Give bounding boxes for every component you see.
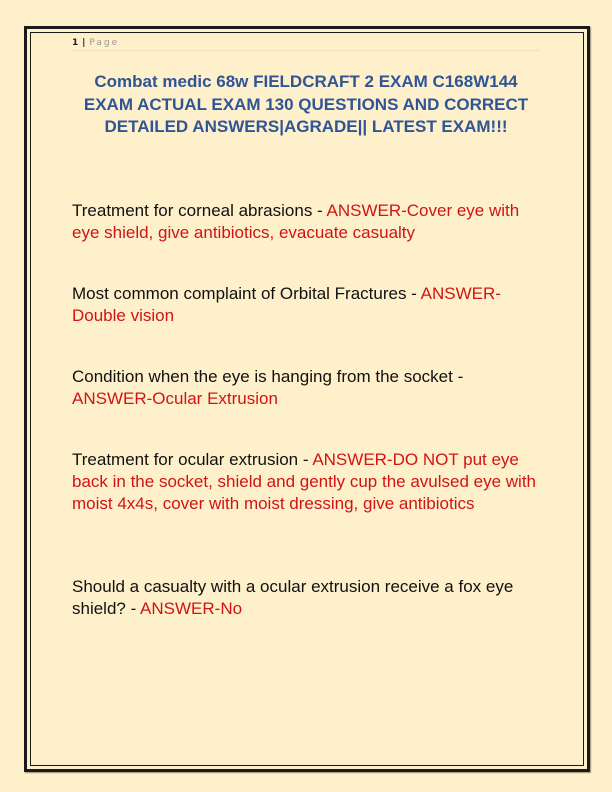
qa-item-1: [72, 200, 544, 244]
answer-text: ANSWER-Cover eye with eye shield, give antibiotics, evacuate casualty: [72, 201, 520, 242]
qa-item-3: [72, 366, 544, 410]
question-text: Most common complaint of Orbital Fractures -: [72, 284, 421, 303]
qa-item-5: [72, 576, 544, 620]
answer-text: ANSWER-DO NOT put eye back in the socket, shield and gently cup the avulsed eye with moist 4x4s, cover with moist dressing, give antibiotics: [72, 450, 537, 513]
page-separator: |: [82, 38, 86, 48]
document-title: Combat medic 68w FIELDCRAFT 2 EXAM C168W144 EXAM ACTUAL EXAM 130 QUESTIONS AND CORRECT DETAILED ANSWERS|AGRADE|| LATEST EXAM!!!: [83, 72, 529, 136]
page-label: Page: [89, 38, 120, 48]
question-text: Should a casualty with a ocular extrusion receive a fox eye shield? -: [72, 577, 514, 618]
page-header: [72, 37, 540, 51]
qa-item-2: [72, 283, 544, 327]
answer-text: ANSWER-Double vision: [72, 284, 501, 325]
page-number: 1: [72, 38, 79, 48]
question-text: Treatment for corneal abrasions -: [72, 201, 327, 220]
answer-text: ANSWER-Ocular Extrusion: [72, 389, 278, 408]
question-text: Condition when the eye is hanging from the socket -: [72, 367, 464, 386]
answer-text: ANSWER-No: [140, 599, 243, 618]
qa-item-4: [72, 449, 544, 515]
question-text: Treatment for ocular extrusion -: [72, 450, 313, 469]
